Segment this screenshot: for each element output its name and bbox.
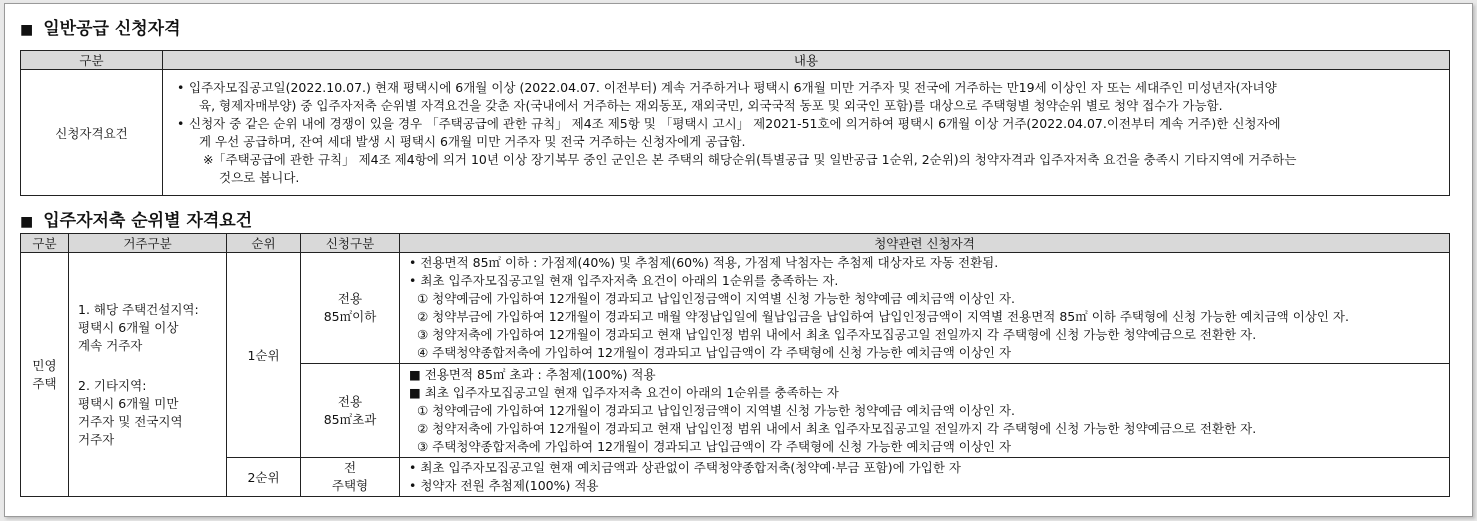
list-item: ③ 청약저축에 가입하여 12개월이 경과되고 현재 납입인정 범위 내에서 최초 입주자모집공고일 전일까지 각 주택형에 신청 가능한 청약예금으로 전환한 자. xyxy=(417,327,1257,342)
eligibility-item-2: • 신청자 중 같은 순위 내에 경쟁이 있을 경우 「주택공급에 관한 규칙」 제4조 제5항 및 「평택시 고시」 제2021-51호에 의거하여 평택시 6개월 이상 거주(2022.04.07.이전부터 계속 거주)한 신청자에 xyxy=(177,115,1281,131)
eligibility-content xyxy=(163,70,1450,196)
qualification-85-over xyxy=(400,364,1450,458)
type-85-over: 전용 85㎡초과 xyxy=(301,364,400,458)
residence-group2-line4: 거주자 xyxy=(78,431,115,447)
list-item: ① 청약예금에 가입하여 12개월이 경과되고 납입인정금액이 지역별 신청 가능한 청약예금 예치금액 이상인 자. xyxy=(417,291,1015,306)
header-apply-type: 신청구분 xyxy=(301,234,400,253)
list-item: ② 청약부금에 가입하여 12개월이 경과되고 매월 약정납입일에 월납입금을 납입하여 납입인정금액이 지역별 전용면적 85㎡ 이하 주택형에 신청 가능한 예치금액 이상인 자. xyxy=(417,309,1349,324)
list-item: ③ 주택청약종합저축에 가입하여 12개월이 경과되고 납입금액이 각 주택형에 신청 가능한 예치금액 이상인 자 xyxy=(417,438,1012,454)
eligibility-table xyxy=(20,50,1450,196)
residence-group1-line3: 계속 거주자 xyxy=(78,337,143,353)
section2-bullet: ■ xyxy=(20,214,34,230)
list-item: • 전용면적 85㎡ 이하 : 가점제(40%) 및 추첨제(60%) 적용, 가점제 낙첨자는 추첨제 대상자로 자동 전환됨. xyxy=(409,255,999,270)
list-item: ■ 전용면적 85㎡ 초과 : 추첨제(100%) 적용 xyxy=(409,366,656,382)
header-category: 구분 xyxy=(21,51,163,70)
eligibility-note-cont: 것으로 봅니다. xyxy=(219,169,300,185)
list-item: ① 청약예금에 가입하여 12개월이 경과되고 납입인정금액이 지역별 신청 가능한 청약예금 예치금액 이상인 자. xyxy=(417,402,1015,418)
rank-1: 1순위 xyxy=(227,253,301,458)
section1-bullet: ■ xyxy=(20,22,34,38)
list-item: • 청약자 전원 추첨제(100%) 적용 xyxy=(409,478,599,493)
qualification-rank2 xyxy=(400,458,1450,497)
list-item: • 최초 입주자모집공고일 현재 예치금액과 상관없이 주택청약종합저축(청약예·부금 포함)에 가입한 자 xyxy=(409,460,961,475)
residence-group2-line3: 거주자 및 전국지역 xyxy=(78,413,183,429)
eligibility-item-1-cont: 육, 형제자매부양) 중 입주자저축 순위별 자격요건을 갖춘 자(국내에서 거주하는 재외동포, 재외국민, 외국국적 동포 및 외국인 포함)를 대상으로 주택형별 청약순위 별로 청약 접수가 가능함. xyxy=(199,97,1223,113)
list-item: ② 청약저축에 가입하여 12개월이 경과되고 현재 납입인정 범위 내에서 최초 입주자모집공고일 전일까지 각 주택형에 신청 가능한 청약예금으로 전환한 자. xyxy=(417,420,1257,436)
header-qualification: 청약관련 신청자격 xyxy=(400,234,1450,253)
header-content: 내용 xyxy=(163,51,1450,70)
rank-requirements-table xyxy=(20,233,1450,497)
residence-group2-line1: 2. 기타지역: xyxy=(78,377,147,393)
category-private-housing: 민영 주택 xyxy=(21,253,69,497)
section1-title xyxy=(20,19,181,40)
rank-2: 2순위 xyxy=(227,458,301,497)
eligibility-item-2-cont: 게 우선 공급하며, 잔여 세대 발생 시 평택시 6개월 미만 거주자 및 전국 거주하는 신청자에게 공급함. xyxy=(199,133,746,149)
residence-groups xyxy=(69,253,227,497)
type-all-units: 전 주택형 xyxy=(301,458,400,497)
type-85-under: 전용 85㎡이하 xyxy=(301,253,400,364)
list-item: ■ 최초 입주자모집공고일 현재 입주자저축 요건이 아래의 1순위를 충족하는 자 xyxy=(409,384,839,400)
header-division: 구분 xyxy=(21,234,69,253)
header-rank: 순위 xyxy=(227,234,301,253)
residence-group2-line2: 평택시 6개월 미만 xyxy=(78,395,179,411)
qualification-85-under xyxy=(400,253,1450,364)
header-residence: 거주구분 xyxy=(69,234,227,253)
section1-title-text: 일반공급 신청자격 xyxy=(43,19,181,39)
list-item: ④ 주택청약종합저축에 가입하여 12개월이 경과되고 납입금액이 각 주택형에 신청 가능한 예치금액 이상인 자 xyxy=(417,345,1012,360)
section2-title xyxy=(20,211,252,232)
residence-group1-line1: 1. 해당 주택건설지역: xyxy=(78,301,199,317)
eligibility-note: ※ 「주택공급에 관한 규칙」 제4조 제4항에 의거 10년 이상 장기복무 중인 군인은 본 주택의 해당순위(특별공급 및 일반공급 1순위, 2순위)의 청약자격과 입주자저축 요건을 충족시 기타지역에 거주하는 xyxy=(203,151,1297,167)
section2-title-text: 입주자저축 순위별 자격요건 xyxy=(43,211,253,231)
row-label-eligibility: 신청자격요건 xyxy=(21,70,163,196)
list-item: • 최초 입주자모집공고일 현재 입주자저축 요건이 아래의 1순위를 충족하는 자. xyxy=(409,273,839,288)
residence-group1-line2: 평택시 6개월 이상 xyxy=(78,319,179,335)
eligibility-item-1: • 입주자모집공고일(2022.10.07.) 현재 평택시에 6개월 이상 (2022.04.07. 이전부터) 계속 거주하거나 평택시 6개월 미만 거주자 및 전국에 거주하는 만19세 이상인 자 또는 세대주인 미성년자(자녀양 xyxy=(177,79,1277,95)
